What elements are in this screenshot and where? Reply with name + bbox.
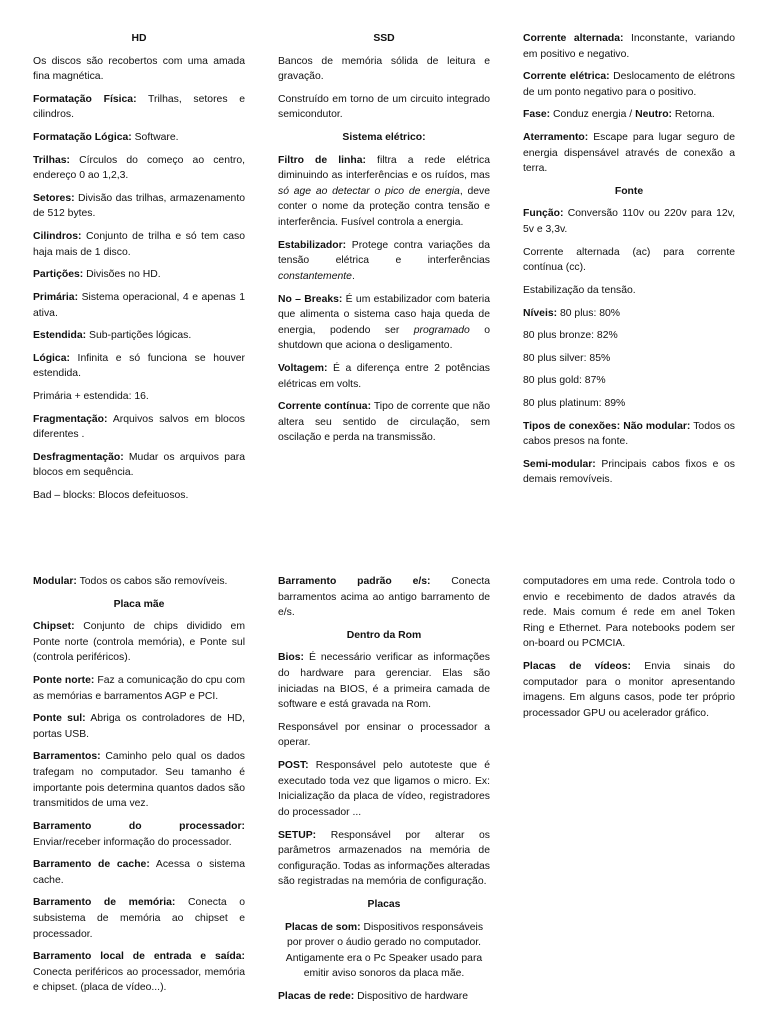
- term: Semi-modular:: [523, 458, 596, 470]
- term: Lógica:: [33, 352, 70, 364]
- definition: [33, 412, 245, 443]
- definition-text: Conversão 110v ou 220v para 12v, 5v e 3,3v.: [523, 208, 735, 236]
- column-placas: [523, 574, 735, 728]
- column-ssd: [278, 31, 490, 453]
- term: Bios:: [278, 652, 304, 664]
- definition-text: Todos os cabos presos na fonte.: [523, 420, 735, 448]
- definition-text: o shutdown que aciona o desligamento.: [278, 324, 490, 352]
- definition: [523, 69, 735, 100]
- definition: [33, 229, 245, 260]
- definition: [523, 206, 735, 237]
- section-title-eletrico: Sistema elétrico:: [342, 132, 426, 144]
- term: POST:: [278, 760, 309, 772]
- term: Corrente alternada:: [523, 33, 624, 44]
- term: Placas de rede:: [278, 991, 355, 1003]
- definition-text: Conjunto de trilha e só tem caso haja mais de 1 disco.: [33, 231, 245, 258]
- term: Modular:: [33, 576, 77, 587]
- definition: [33, 949, 245, 996]
- rom-paragraph: Responsável por ensinar o processador a operar.: [278, 721, 490, 749]
- definition-text: Sistema operacional, 4 e apenas 1 ativa.: [33, 291, 245, 319]
- section-title-placa-mae: Placa mãe: [113, 598, 165, 610]
- emphasis: só age ao detectar o pico de energia: [278, 185, 460, 197]
- definition-text: Inconstante, variando em positivo e negativo.: [523, 33, 735, 60]
- definition-text: Todos os cabos são removíveis.: [76, 576, 228, 587]
- definition: [33, 290, 245, 321]
- definition: [33, 895, 245, 942]
- rede-continuation: computadores em uma rede. Controla todo o envio e recebimento de dados através da rede. Mais comum é rede em anel Token Ring e Ethernet. Para notebooks podem ser on-board ou PCMCIA.: [523, 576, 735, 650]
- column-placa-mae: [33, 574, 245, 1003]
- definition-text: Divisão das trilhas, armazenamento de 512 bytes.: [33, 192, 245, 220]
- definition: [278, 989, 490, 1005]
- term: Chipset:: [33, 621, 75, 633]
- definition-text: Responsável por alterar os parâmetros armazenados na memória de configuração. Todas as informações alteradas são registradas na memória de configuração.: [278, 829, 490, 888]
- term: Corrente elétrica:: [523, 71, 610, 83]
- definition-text: Divisões no HD.: [83, 269, 161, 281]
- definition: [33, 191, 245, 222]
- term: Formatação Lógica:: [33, 132, 132, 144]
- definition-text: É necessário verificar as informações do hardware para gerenciar. Elas são iniciadas na BIOS, é a primeira camada de software e está gravada na Rom.: [278, 652, 490, 711]
- definition: [278, 828, 490, 890]
- term: Primária:: [33, 291, 79, 303]
- definition: [33, 450, 245, 481]
- definition-text: .: [351, 270, 355, 282]
- term: Estendida:: [33, 330, 87, 342]
- definition: [33, 619, 245, 666]
- term: Placas de vídeos:: [523, 661, 632, 673]
- definition-text: Abriga os controladores de HD, portas USB.: [33, 713, 245, 740]
- term: Tipos de conexões: Não modular:: [523, 420, 691, 432]
- definition: [523, 306, 735, 322]
- definition-text: Conecta o subsistema de memória ao chipset e processador.: [33, 897, 245, 940]
- definition-text: Conecta periféricos ao processador, memória e chipset. (placa de vídeo...).: [33, 966, 245, 994]
- definition-text: Envia sinais do computador para o monitor apresentando imagens. Em alguns casos, pode ter próprio processador GPU ou acelerador gráfico.: [523, 661, 735, 719]
- term: Ponte sul:: [33, 713, 86, 725]
- definition-text: 80 plus: 80%: [557, 307, 621, 319]
- section-title-ssd: SSD: [373, 33, 395, 44]
- definition: [523, 31, 735, 62]
- definition-text: Principais cabos fixos e os demais removíveis.: [523, 458, 735, 486]
- term: Setores:: [33, 192, 75, 204]
- hd-intro: Os discos são recobertos com uma amada fina magnética.: [33, 55, 245, 83]
- definition: [33, 130, 245, 146]
- definition-text: Retorna.: [672, 109, 715, 121]
- definition-text: É a diferença entre 2 potências elétricas em volts.: [278, 362, 490, 390]
- definition: [278, 650, 490, 712]
- definition-text: Dispositivo de hardware: [354, 991, 469, 1003]
- term: Barramento de memória:: [33, 897, 176, 909]
- term: Ponte norte:: [33, 675, 95, 687]
- definition: [523, 130, 735, 177]
- term: SETUP:: [278, 829, 317, 841]
- definition-text: Mudar os arquivos para blocos em sequência.: [33, 451, 245, 479]
- definition: [33, 92, 245, 123]
- term: Barramentos:: [33, 751, 101, 763]
- definition: [33, 574, 245, 590]
- definition-text: Dispositivos responsáveis por prover o áudio gerado no computador. Antigamente era o Pc Speaker usado para emitir aviso sonoros da placa mãe.: [285, 921, 484, 980]
- definition-text: Software.: [131, 132, 179, 144]
- ssd-paragraph: Construído em torno de um circuito integrado semicondutor.: [278, 93, 490, 121]
- emphasis: programado: [413, 324, 470, 336]
- definition: [33, 749, 245, 811]
- section-title-placas: Placas: [367, 898, 401, 910]
- term: Fragmentação:: [33, 413, 108, 425]
- definition-text: Círculos do começo ao centro, endereço 0 ao 1,2,3.: [33, 154, 245, 182]
- term: Placas de som:: [284, 921, 361, 933]
- definition: [33, 351, 245, 382]
- term: Neutro:: [635, 109, 673, 121]
- term: Corrente contínua:: [278, 401, 372, 413]
- emphasis: constantemente: [278, 270, 352, 282]
- column-rom: [278, 574, 490, 1012]
- term: Voltagem:: [278, 362, 328, 374]
- partition-note: Primária + estendida: 16.: [33, 390, 149, 402]
- term: Níveis:: [523, 307, 558, 319]
- definition-text: Arquivos salvos em blocos diferentes .: [33, 413, 245, 441]
- term: Partições:: [33, 269, 84, 281]
- term: Formatação Física:: [33, 93, 137, 105]
- level-item: 80 plus gold: 87%: [523, 375, 606, 387]
- term: Barramento do processador:: [33, 820, 245, 832]
- definition-text: Caminho pelo qual os dados trafegam no computador. Seu tamanho é importante pois determina quantos dados são transmitidos de uma vez.: [33, 751, 245, 810]
- term: Função:: [523, 208, 564, 220]
- definition: [278, 574, 490, 621]
- term: Barramento local de entrada e saída:: [33, 951, 245, 963]
- definition: [278, 920, 490, 982]
- definition-text: Conduz energia /: [550, 109, 636, 121]
- definition: [278, 238, 490, 285]
- term: Trilhas:: [33, 154, 70, 166]
- definition-text: Tipo de corrente que não altera seu sentido de circulação, sem oscilação e perda na transmissão.: [278, 401, 490, 444]
- term: Barramento padrão e/s:: [278, 576, 431, 587]
- level-item: 80 plus silver: 85%: [523, 352, 611, 364]
- definition-text: Enviar/receber informação do processador.: [33, 836, 232, 848]
- fonte-paragraph: Estabilização da tensão.: [523, 284, 636, 296]
- definition: [33, 711, 245, 742]
- definition-text: Acessa o sistema cache.: [33, 859, 245, 886]
- term: Aterramento:: [523, 132, 589, 144]
- term: Barramento de cache:: [33, 859, 150, 871]
- fonte-paragraph: Corrente alternada (ac) para corrente contínua (cc).: [523, 246, 735, 274]
- definition-text: Sub-partições lógicas.: [86, 330, 192, 342]
- definition: [278, 292, 490, 354]
- term: Estabilizador:: [278, 239, 347, 251]
- definition-text: Conecta barramentos acima ao antigo barramento de e/s.: [278, 576, 490, 619]
- definition: [523, 457, 735, 488]
- ssd-paragraph: Bancos de memória sólida de leitura e gravação.: [278, 55, 490, 83]
- definition: [33, 153, 245, 184]
- column-hd: [33, 31, 245, 511]
- section-title-hd: HD: [131, 33, 147, 44]
- term: Cilindros:: [33, 231, 82, 243]
- definition: [33, 328, 245, 344]
- level-item: 80 plus platinum: 89%: [523, 397, 626, 409]
- term: Fase:: [523, 109, 551, 121]
- definition-text: Escape para lugar seguro de energia dispensável através de conexão a terra.: [523, 132, 735, 175]
- term: No – Breaks:: [278, 293, 343, 305]
- definition-text: filtra a rede elétrica diminuindo as interferências e os ruídos, mas: [278, 154, 490, 182]
- section-title-fonte: Fonte: [614, 185, 644, 197]
- definition: [33, 819, 245, 850]
- definition: [278, 361, 490, 392]
- definition-text: Protege contra variações da tensão elétrica e interferências: [278, 239, 490, 267]
- bad-blocks-note: Bad – blocks: Blocos defeituosos.: [33, 490, 189, 502]
- definition: [278, 758, 490, 820]
- definition: [523, 107, 735, 123]
- definition: [33, 673, 245, 704]
- definition-text: Conjunto de chips dividido em Ponte norte (controla memória), e Ponte sul (controla periféricos).: [33, 621, 245, 664]
- definition-text: É um estabilizador com bateria que alimenta o sistema caso haja queda de energia, podendo ser: [278, 293, 490, 336]
- definition: [278, 399, 490, 446]
- definition-text: Responsável pelo autoteste que é executado toda vez que ligamos o micro. Ex: Inicialização da placa de vídeo, registradores do processador ...: [278, 760, 490, 818]
- definition: [523, 659, 735, 721]
- definition-text: Trilhas, setores e cilindros.: [33, 93, 245, 121]
- column-fonte: [523, 31, 735, 495]
- definition: [278, 153, 490, 231]
- section-title-rom: Dentro da Rom: [346, 629, 422, 641]
- definition-text: Faz a comunicação do cpu com as memórias e barramentos AGP e PCI.: [33, 675, 246, 702]
- definition-text: , deve conter o nome da proteção contra tensão e interferência. Fusível controla a energia.: [278, 185, 490, 229]
- definition: [523, 419, 735, 450]
- definition-text: Deslocamento de elétrons de um ponto negativo para o positivo.: [523, 71, 736, 98]
- level-item: 80 plus bronze: 82%: [523, 330, 618, 342]
- term: Filtro de linha:: [278, 154, 366, 166]
- definition: [33, 267, 245, 283]
- term: Desfragmentação:: [33, 451, 124, 463]
- definition-text: Infinita e só funciona se houver estendida.: [33, 352, 245, 380]
- definition: [33, 857, 245, 888]
